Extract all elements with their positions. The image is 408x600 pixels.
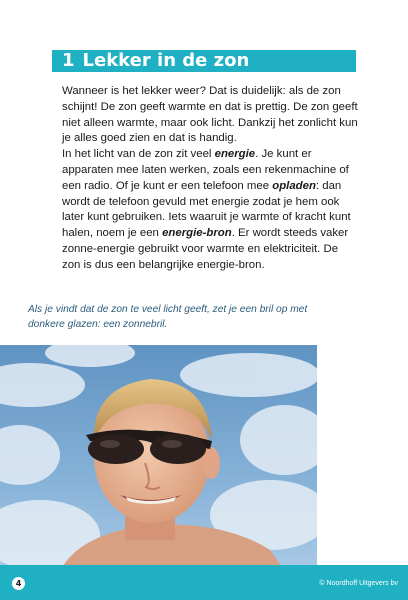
boy-sunglasses-photo [0, 345, 317, 571]
paragraph-2: In het licht van de zon zit veel energie. Je kunt er apparaten mee laten werken, zoals een rekenmachine of een radio. Of je kunt er een telefoon mee opladen: dan wordt de telefoon gevuld met energie zodat je hem ook later kunt gebruiken. Iets waaruit je warmte of kracht kunt halen, noem je een energie-bron. Er wordt steeds vaker zonne-energie gebruikt voor warmte en elektriciteit. De zon is dus een belangrijke energie-bron. [62, 148, 351, 271]
photo-illustration [0, 345, 317, 571]
copyright: © Noordhoff Uitgevers bv [319, 580, 398, 587]
paragraph-1: Wanneer is het lekker weer? Dat is duidelijk: als de zon schijnt! De zon geeft warmte en dat is prettig. De zon geeft niet alleen warmte, maar ook licht. Dankzij het zonlicht kun je alles goed zien en dat is handig. [62, 85, 358, 145]
page-number: 4 [12, 577, 25, 590]
chapter-title-text: Lekker in de zon [82, 50, 250, 71]
chapter-number: 1 [62, 50, 75, 71]
term-energie-bron: energie-bron [162, 227, 232, 240]
term-opladen: opladen [272, 179, 316, 192]
term-energie: energie [214, 148, 256, 161]
chapter-title [62, 49, 249, 73]
photo-caption: Als je vindt dat de zon te veel licht geeft, zet je een bril op met donkere glazen: een zonnebril. [28, 304, 308, 330]
body-text [62, 84, 358, 274]
